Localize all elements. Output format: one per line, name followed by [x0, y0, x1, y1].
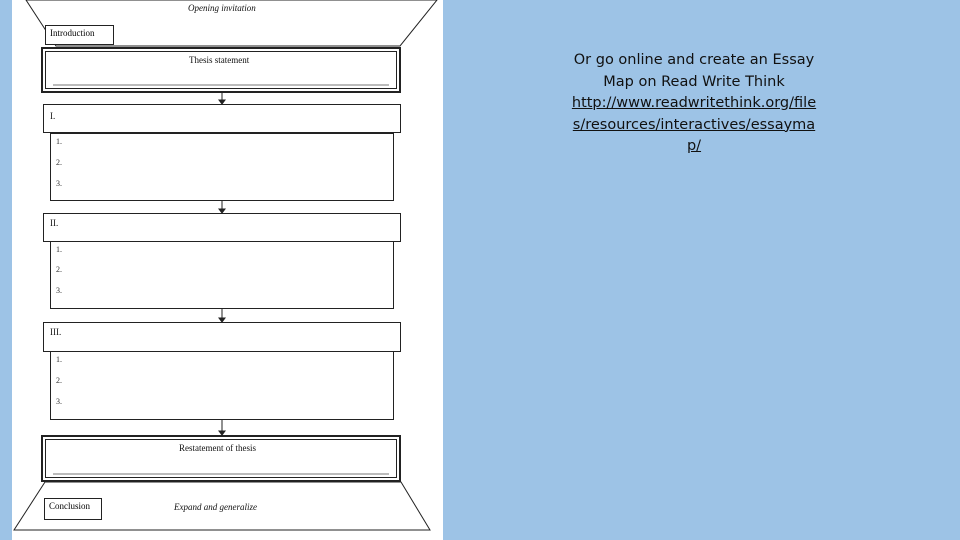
expand-generalize-label: Expand and generalize: [174, 502, 257, 512]
section-1-item-3: 3.: [56, 179, 62, 188]
section-3-item-1: 1.: [56, 355, 62, 364]
section-3-item-3: 3.: [56, 397, 62, 406]
section-2-body: [50, 241, 394, 309]
section-2-item-2: 2.: [56, 265, 62, 274]
section-1-body: [50, 133, 394, 201]
section-2-numeral: II.: [50, 218, 59, 228]
side-text-block: [570, 50, 818, 158]
side-text: Or go online and create an Essay Map on Read Write Think: [573, 52, 815, 90]
thesis-box: [41, 47, 401, 93]
section-3-body: [50, 351, 394, 420]
section-1-header: [43, 104, 401, 133]
section-3-item-2: 2.: [56, 376, 62, 385]
section-1-numeral: I.: [50, 111, 56, 121]
introduction-box: [45, 25, 114, 45]
section-2-item-1: 1.: [56, 245, 62, 254]
restatement-label: Restatement of thesis: [179, 443, 256, 453]
thesis-line: [53, 84, 389, 86]
conclusion-label: Conclusion: [49, 501, 91, 511]
restatement-line: [53, 473, 389, 475]
conclusion-box: [44, 498, 102, 520]
readwritethink-link[interactable]: http://www.readwritethink.org/files/resources/interactives/essaymap/: [571, 95, 817, 154]
opening-invitation-label: Opening invitation: [188, 3, 256, 13]
restatement-box: [41, 435, 401, 482]
essay-map-document: [12, 0, 443, 540]
introduction-label: Introduction: [50, 28, 95, 38]
section-2-item-3: 3.: [56, 286, 62, 295]
section-3-numeral: III.: [50, 327, 62, 337]
section-2-header: [43, 213, 401, 242]
section-1-item-2: 2.: [56, 158, 62, 167]
thesis-label: Thesis statement: [189, 55, 250, 65]
section-1-item-1: 1.: [56, 137, 62, 146]
section-3-header: [43, 322, 401, 352]
